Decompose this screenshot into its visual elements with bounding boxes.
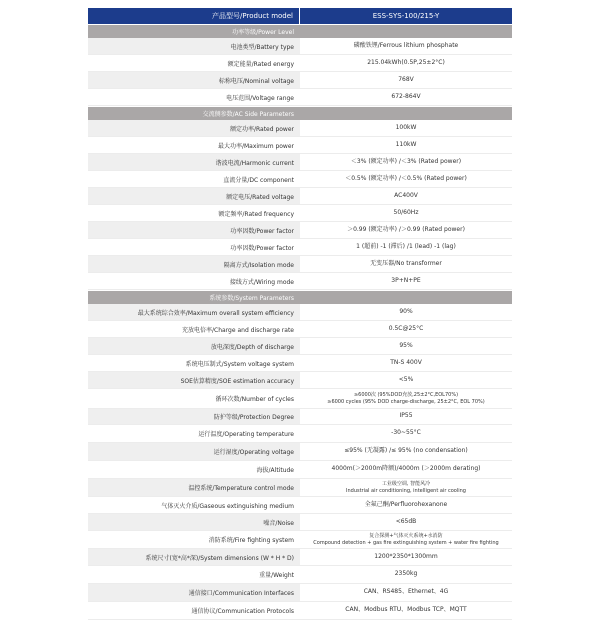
row-label: SOE估算精度/SOE estimation accuracy: [88, 372, 300, 388]
table-row: [88, 89, 512, 106]
row-value-line1: 复合探测+气体灭火系统+水消防: [369, 533, 443, 539]
row-label: 功率因数/Power factor: [88, 222, 300, 238]
table-row: [88, 531, 512, 549]
table-row: [88, 425, 512, 443]
row-label: 系统电压制式/System voltage system: [185, 360, 294, 368]
table-row: [88, 205, 512, 222]
row-value: 90%: [399, 307, 413, 315]
row-label: 谐波电流/Harmonic current: [88, 154, 300, 170]
row-value: <65dB: [395, 517, 417, 525]
row-label: 噪音/Noise: [88, 514, 300, 530]
table-row: [88, 256, 512, 273]
row-label: 防护等级/Protection Degree: [88, 409, 300, 424]
row-value: 4000m(＞2000m降额)/4000m (＞2000m derating): [331, 465, 481, 473]
table-row: [88, 171, 512, 188]
row-label: 气体灭火介质/Gaseous extinguishing medium: [161, 502, 294, 510]
section-title: 交流侧参数/AC Side Parameters: [202, 111, 294, 118]
table-row: [88, 137, 512, 154]
table-row: [88, 566, 512, 584]
row-value-line1: ≥6000次 (95%DOD充放,25±2°C,EOL70%): [353, 392, 459, 398]
row-value: [300, 533, 512, 546]
table-row: [88, 120, 512, 137]
table-row: [88, 514, 512, 531]
table-header: [88, 8, 512, 24]
row-value: 0.5C@25°C: [388, 324, 424, 332]
row-value: 110kW: [395, 140, 417, 148]
row-label: 隔离方式/Isolation mode: [88, 256, 300, 272]
table-row: [88, 443, 512, 461]
row-label: 充放电倍率/Charge and discharge rate: [182, 326, 294, 334]
table-row: [88, 461, 512, 479]
section-header-power-level: [88, 25, 512, 38]
row-value-line2: Compound detection + gas fire extinguishing system + water fire fighting: [313, 539, 499, 546]
table-row: [88, 602, 512, 620]
row-value: IP55: [399, 412, 413, 420]
table-row: [88, 38, 512, 55]
table-row: [88, 355, 512, 372]
row-value: 95%: [399, 341, 413, 349]
row-value-line2: ≥6000 cycles (95% DOD charge-discharge, 25±2°C, EOL 70%): [327, 398, 485, 405]
table-row: [88, 497, 512, 514]
row-value: TN-S 400V: [390, 358, 422, 366]
row-value: 50/60Hz: [393, 208, 419, 216]
table-row: [88, 479, 512, 497]
row-value: 215.04kWh(0.5P,25±2°C): [367, 58, 445, 66]
row-label: 最大功率/Maximum power: [217, 142, 294, 150]
row-value: 磷酸铁锂/Ferrous lithium phosphate: [353, 41, 459, 49]
row-value: AC400V: [394, 191, 418, 199]
product-model-value: ESS-SYS-100/215-Y: [372, 12, 440, 20]
table-row: [88, 549, 512, 566]
row-value: 2350kg: [394, 570, 418, 578]
row-value: ＞0.99 (额定功率) /＞0.99 (Rated power): [347, 225, 465, 233]
row-label: 直流分量/DC component: [223, 176, 294, 184]
row-label: 额定功率/Rated power: [88, 120, 300, 136]
row-label: 电压范围/Voltage range: [226, 94, 294, 102]
table-row: [88, 72, 512, 89]
row-value: 无变压器/No transformer: [370, 259, 442, 267]
row-value: 768V: [398, 75, 414, 83]
row-label: 通信接口/Communication Interfaces: [88, 584, 300, 601]
product-model-label: 产品型号/Product model: [88, 8, 300, 24]
row-label: 重量/Weight: [259, 572, 294, 579]
table-row: [88, 372, 512, 389]
table-row: [88, 304, 512, 321]
section-title: 功率等级/Power Level: [232, 29, 294, 36]
row-value: 1 (超前) -1 (滞后) /1 (lead) -1 (lag): [356, 242, 456, 250]
row-value: [300, 392, 512, 405]
row-label: 循环次数/Number of cycles: [215, 396, 294, 403]
row-label: 接线方式/Wiring mode: [229, 278, 294, 286]
row-label: 运行温度/Operating temperature: [198, 431, 294, 438]
spec-table: [88, 8, 512, 620]
row-label: 消防系统/Fire fighting system: [208, 537, 294, 544]
row-value: [300, 481, 512, 494]
row-label: 标称电压/Nominal voltage: [88, 72, 300, 88]
row-label: 运行湿度/Operating voltage: [88, 443, 300, 460]
row-label: 通信协议/Communication Protocols: [191, 608, 294, 615]
row-value: 1200*2350*1300mm: [374, 552, 438, 560]
row-label: 功率因数/Power factor: [230, 244, 294, 252]
table-row: [88, 584, 512, 602]
table-row: [88, 321, 512, 338]
row-value: ≤95% (无凝露) /≤ 95% (no condensation): [344, 447, 468, 455]
row-value: CAN、RS485、Ethernet、4G: [363, 588, 449, 596]
section-header-ac-side: [88, 107, 512, 120]
row-label: 额定电压/Rated voltage: [88, 188, 300, 204]
row-value: 672-864V: [391, 92, 421, 100]
table-row: [88, 188, 512, 205]
section-header-system: [88, 291, 512, 304]
section-title: 系统参数/System Parameters: [209, 295, 294, 302]
row-value: ＜3% (额定功率) /＜3% (Rated power): [350, 157, 462, 165]
row-value-line2: Industrial air conditioning, intelligent air cooling: [346, 487, 466, 494]
row-value: <5%: [398, 375, 414, 383]
row-label: 电池类型/Battery type: [88, 38, 300, 54]
row-label: 海拔/Altitude: [256, 467, 294, 474]
table-row: [88, 389, 512, 409]
table-row: [88, 273, 512, 290]
table-row: [88, 154, 512, 171]
row-value: 全氟己酮/Perfluorohexanone: [364, 500, 448, 508]
row-value: -30~55°C: [391, 429, 421, 437]
row-label: 额定频率/Rated frequency: [218, 210, 294, 218]
table-row: [88, 409, 512, 425]
row-label: 温控系统/Temperature control mode: [88, 479, 300, 496]
row-value: CAN、Modbus RTU、Modbus TCP、MQTT: [345, 606, 467, 614]
table-row: [88, 239, 512, 256]
row-label: 最大系统综合效率/Maximum overall system efficiency: [88, 304, 300, 320]
table-row: [88, 338, 512, 355]
table-row: [88, 222, 512, 239]
row-value-line1: 工业级空调, 智能风冷: [381, 481, 431, 487]
table-row: [88, 55, 512, 72]
row-value: 100kW: [395, 123, 417, 131]
row-value: 3P+N+PE: [391, 276, 421, 284]
row-label: 额定能量/Rated energy: [227, 60, 294, 68]
row-value: ＜0.5% (额定功率) /＜0.5% (Rated power): [345, 174, 467, 182]
row-label: 放电深度/Depth of discharge: [88, 338, 300, 354]
row-label: 系统尺寸(宽*高*深)/System dimensions (W * H * D): [88, 549, 300, 565]
